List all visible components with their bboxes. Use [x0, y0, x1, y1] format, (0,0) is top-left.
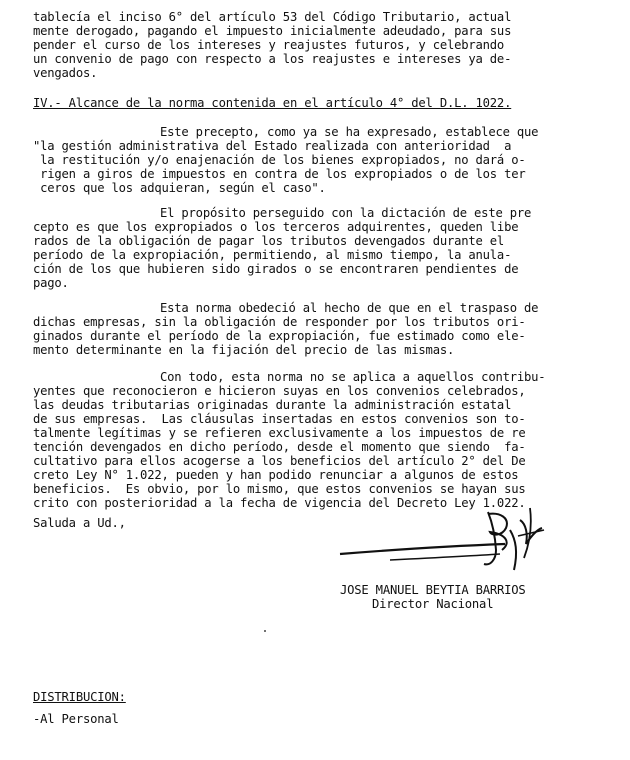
- signer-title: Director Nacional: [372, 597, 494, 611]
- text-line: yentes que reconocieron e hicieron suyas en los convenios celebrados,: [33, 384, 526, 398]
- text-line: El propósito perseguido con la dictación de este pre: [160, 206, 532, 220]
- text-line: ción de los que hubieren sido girados o se encontraren pendientes de: [33, 262, 519, 276]
- text-line: período de la expropiación, permitiendo, al mismo tiempo, la anula-: [33, 248, 512, 262]
- text-line: tablecía el inciso 6° del artículo 53 del Código Tributario, actual: [33, 10, 512, 24]
- text-line: las deudas tributarias originadas durante la administración estatal: [33, 398, 512, 412]
- text-line: talmente legítimas y se refieren exclusivamente a los impuestos de re: [33, 426, 526, 440]
- distribution-heading: DISTRIBUCION:: [33, 690, 126, 704]
- text-line: rigen a giros de impuestos en contra de los expropiados o de los ter: [33, 167, 526, 181]
- text-line: Con todo, esta norma no se aplica a aquellos contribu-: [160, 370, 546, 384]
- distribution-item: -Al Personal: [33, 712, 119, 726]
- text-line: mento determinante en la fijación del precio de las mismas.: [33, 343, 455, 357]
- text-line: vengados.: [33, 66, 98, 80]
- section-heading: IV.- Alcance de la norma contenida en el artículo 4° del D.L. 1022.: [33, 96, 512, 110]
- text-line: rados de la obligación de pagar los tributos devengados durante el: [33, 234, 505, 248]
- text-line: tención devengados en dicho período, desde el momento que siendo fa-: [33, 440, 526, 454]
- signer-name: JOSE MANUEL BEYTIA BARRIOS: [340, 583, 526, 597]
- text-line: cultativo para ellos acogerse a los beneficios del artículo 2° del De: [33, 454, 526, 468]
- text-line: pago.: [33, 276, 69, 290]
- text-line: Este precepto, como ya se ha expresado, establece que: [160, 125, 539, 139]
- text-line: cepto es que los expropiados o los terceros adquirentes, queden libe: [33, 220, 519, 234]
- text-line: ginados durante el período de la expropiación, fue estimado como ele-: [33, 329, 526, 343]
- text-line: un convenio de pago con respecto a los reajustes e intereses ya de-: [33, 52, 512, 66]
- text-line: creto Ley N° 1.022, pueden y han podido renunciar a algunos de estos: [33, 468, 519, 482]
- handwritten-signature: [330, 500, 560, 580]
- text-line: crito con posterioridad a la fecha de vigencia del Decreto Ley 1.022.: [33, 496, 526, 510]
- text-line: "la gestión administrativa del Estado realizada con anterioridad a: [33, 139, 512, 153]
- text-line: dichas empresas, sin la obligación de responder por los tributos ori-: [33, 315, 526, 329]
- scan-dot: [264, 630, 266, 632]
- text-line: Esta norma obedeció al hecho de que en el traspaso de: [160, 301, 539, 315]
- text-line: pender el curso de los intereses y reajustes futuros, y celebrando: [33, 38, 505, 52]
- text-line: la restitución y/o enajenación de los bienes expropiados, no dará o-: [33, 153, 526, 167]
- text-line: de sus empresas. Las cláusulas insertadas en estos convenios son to-: [33, 412, 526, 426]
- text-line: ceros que los adquieran, según el caso".: [33, 181, 326, 195]
- text-line: beneficios. Es obvio, por lo mismo, que estos convenios se hayan sus: [33, 482, 526, 496]
- text-line: mente derogado, pagando el impuesto inicialmente adeudado, para sus: [33, 24, 512, 38]
- salutation: Saluda a Ud.,: [33, 516, 126, 530]
